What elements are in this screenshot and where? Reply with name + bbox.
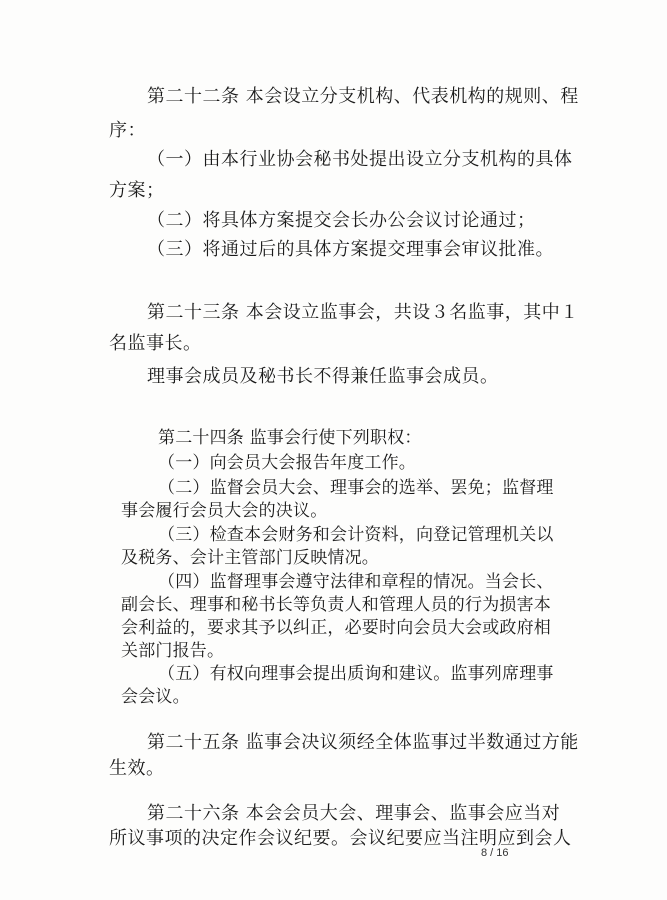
article-26-line-2: 所议事项的决定作会议纪要。会议纪要应当注明应到会人	[109, 828, 572, 849]
article-24-item-4-line-1: （四）监督理事会遵守法律和章程的情况。当会长、	[158, 572, 554, 592]
article-22-item-1-line-2: 方案；	[109, 180, 165, 201]
article-24-item-5-line-1: （五）有权向理事会提出质询和建议。监事列席理事	[158, 664, 554, 684]
article-25-line-2: 生效。	[109, 758, 165, 779]
article-24-item-4-line-3: 会利益的，要求其予以纠正，必要时向会员大会或政府相	[121, 618, 551, 638]
article-22-line-2: 序：	[109, 120, 146, 141]
article-24-item-3-line-1: （三）检查本会财务和会计资料，向登记管理机关以	[158, 525, 554, 545]
article-24-item-4-line-2: 副会长、理事和秘书长等负责人和管理人员的行为损害本	[121, 595, 551, 615]
article-24-item-5-line-2: 会会议。	[121, 687, 190, 707]
article-24-item-1: （一）向会员大会报告年度工作。	[158, 453, 416, 473]
article-22-item-2: （二）将具体方案提交会长办公会议讨论通过；	[147, 210, 536, 231]
article-24-item-2-line-1: （二）监督会员大会、理事会的选举、罢免；监督理	[158, 478, 554, 498]
article-23-line-1: 第二十三条 本会设立监事会，共设３名监事，其中１	[147, 302, 579, 323]
article-22-item-3: （三）将通过后的具体方案提交理事会审议批准。	[147, 239, 554, 260]
article-24-title: 第二十四条 监事会行使下列职权：	[158, 428, 422, 448]
article-24-item-2-line-2: 事会履行会员大会的决议。	[121, 501, 328, 521]
article-24-item-3-line-2: 及税务、会计主管部门反映情况。	[121, 548, 379, 568]
article-24-item-4-line-4: 关部门报告。	[121, 641, 225, 661]
article-25-line-1: 第二十五条 监事会决议须经全体监事过半数通过方能	[147, 732, 579, 753]
article-23-line-3: 理事会成员及秘书长不得兼任监事会成员。	[147, 366, 499, 387]
article-26-line-1: 第二十六条 本会会员大会、理事会、监事会应当对	[147, 803, 561, 824]
article-23-line-2: 名监事长。	[109, 333, 202, 354]
page-number: 8 / 16	[481, 847, 509, 859]
article-22-item-1-line-1: （一）由本行业协会秘书处提出设立分支机构的具体	[147, 149, 573, 170]
article-22-line-1: 第二十二条 本会设立分支机构、代表机构的规则、程	[147, 86, 579, 107]
